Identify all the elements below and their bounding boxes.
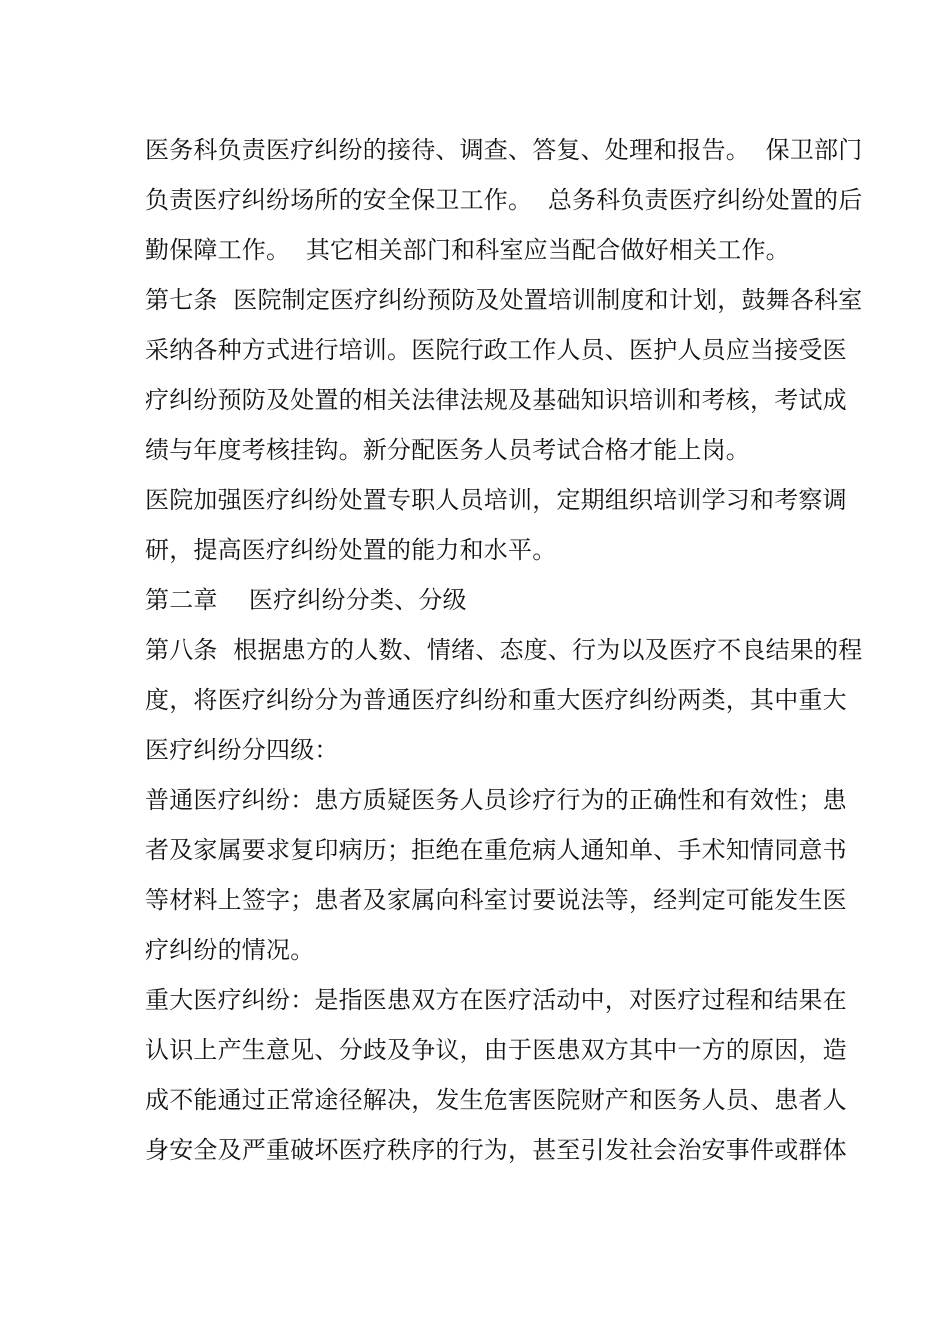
text-line: 重大医疗纠纷：是指医患双方在医疗活动中，对医疗过程和结果在: [145, 986, 847, 1014]
text-line: 医疗纠纷分四级：: [145, 736, 339, 764]
article-seven-line: 第七条 医院制定医疗纠纷预防及处置培训制度和计划，鼓舞各科室: [145, 286, 863, 314]
text-line: 身安全及严重破坏医疗秩序的行为，甚至引发社会治安事件或群体: [145, 1136, 847, 1164]
text-line: 负责医疗纠纷场所的安全保卫工作。 总务科负责医疗纠纷处置的后: [145, 186, 863, 214]
text-line: 度，将医疗纠纷分为普通医疗纠纷和重大医疗纠纷两类，其中重大: [145, 686, 847, 714]
text-line: 医院加强医疗纠纷处置专职人员培训，定期组织培训学习和考察调: [145, 486, 847, 514]
text-line: 疗纠纷的情况。: [145, 936, 315, 964]
text-line: 认识上产生意见、分歧及争议，由于医患双方其中一方的原因，造: [145, 1036, 847, 1064]
text-line: 成不能通过正常途径解决，发生危害医院财产和医务人员、患者人: [145, 1086, 847, 1114]
text-line: 者及家属要求复印病历；拒绝在重危病人通知单、手术知情同意书: [145, 836, 847, 864]
chapter-heading: 第二章 医疗纠纷分类、分级: [145, 586, 467, 614]
text-line: 疗纠纷预防及处置的相关法律法规及基础知识培训和考核，考试成: [145, 386, 847, 414]
text-line: 医务科负责医疗纠纷的接待、调查、答复、处理和报告。 保卫部门: [145, 136, 863, 164]
text-line: 采纳各种方式进行培训。医院行政工作人员、医护人员应当接受医: [145, 336, 847, 364]
text-line: 勤保障工作。 其它相关部门和科室应当配合做好相关工作。: [145, 236, 790, 264]
text-line: 研，提高医疗纠纷处置的能力和水平。: [145, 536, 557, 564]
text-line: 绩与年度考核挂钩。新分配医务人员考试合格才能上岗。: [145, 436, 750, 464]
article-eight-line: 第八条 根据患方的人数、情绪、态度、行为以及医疗不良结果的程: [145, 636, 863, 664]
text-line: 普通医疗纠纷：患方质疑医务人员诊疗行为的正确性和有效性；患: [145, 786, 847, 814]
text-line: 等材料上签字；患者及家属向科室讨要说法等，经判定可能发生医: [145, 886, 847, 914]
